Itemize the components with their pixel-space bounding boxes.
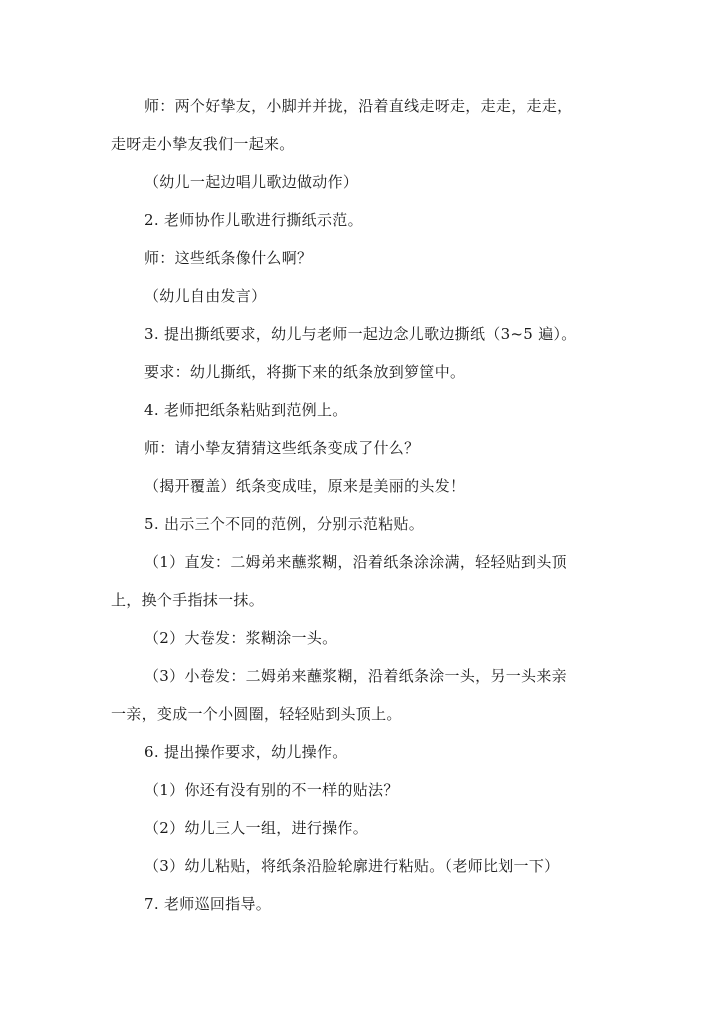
text-line: 一亲，变成一个小圆圈，轻轻贴到头顶上。 — [111, 705, 402, 723]
text-line: 上，换个手指抹一抹。 — [111, 591, 265, 609]
section-heading: 3. 提出撕纸要求，幼儿与老师一起边念儿歌边撕纸（3~5 遍）。 — [144, 325, 577, 343]
section-heading: 2. 老师协作儿歌进行撕纸示范。 — [144, 211, 363, 229]
list-item: （1）你还有没有别的不一样的贴法？ — [144, 781, 399, 799]
text-line: （幼儿一起边唱儿歌边做动作） — [144, 173, 359, 191]
list-item: （3）小卷发：二姆弟来蘸浆糊，沿着纸条涂一头，另一头来亲 — [144, 667, 567, 685]
text-line: （揭开覆盖）纸条变成哇，原来是美丽的头发！ — [144, 477, 466, 495]
list-item: （2）幼儿三人一组，进行操作。 — [144, 819, 369, 837]
section-heading: 5. 出示三个不同的范例，分别示范粘贴。 — [144, 515, 425, 533]
text-line: 要求：幼儿撕纸，将撕下来的纸条放到箩筐中。 — [144, 363, 466, 381]
list-item: （2）大卷发：浆糊涂一头。 — [144, 629, 338, 647]
text-line: 师：这些纸条像什么啊？ — [144, 249, 313, 267]
text-line: 走呀走小挚友我们一起来。 — [111, 135, 295, 153]
section-heading: 4. 老师把纸条粘贴到范例上。 — [144, 401, 348, 419]
section-heading: 7. 老师巡回指导。 — [144, 895, 272, 913]
text-line: （幼儿自由发言） — [144, 287, 267, 305]
section-heading: 6. 提出操作要求，幼儿操作。 — [144, 743, 348, 761]
text-line: 师：两个好挚友，小脚并并拢，沿着直线走呀走，走走，走走， — [144, 97, 573, 115]
text-line: 师：请小挚友猜猜这些纸条变成了什么？ — [144, 439, 420, 457]
list-item: （3）幼儿粘贴，将纸条沿脸轮廓进行粘贴。（老师比划一下） — [144, 857, 560, 875]
list-item: （1）直发：二姆弟来蘸浆糊，沿着纸条涂涂满，轻轻贴到头顶 — [144, 553, 567, 571]
